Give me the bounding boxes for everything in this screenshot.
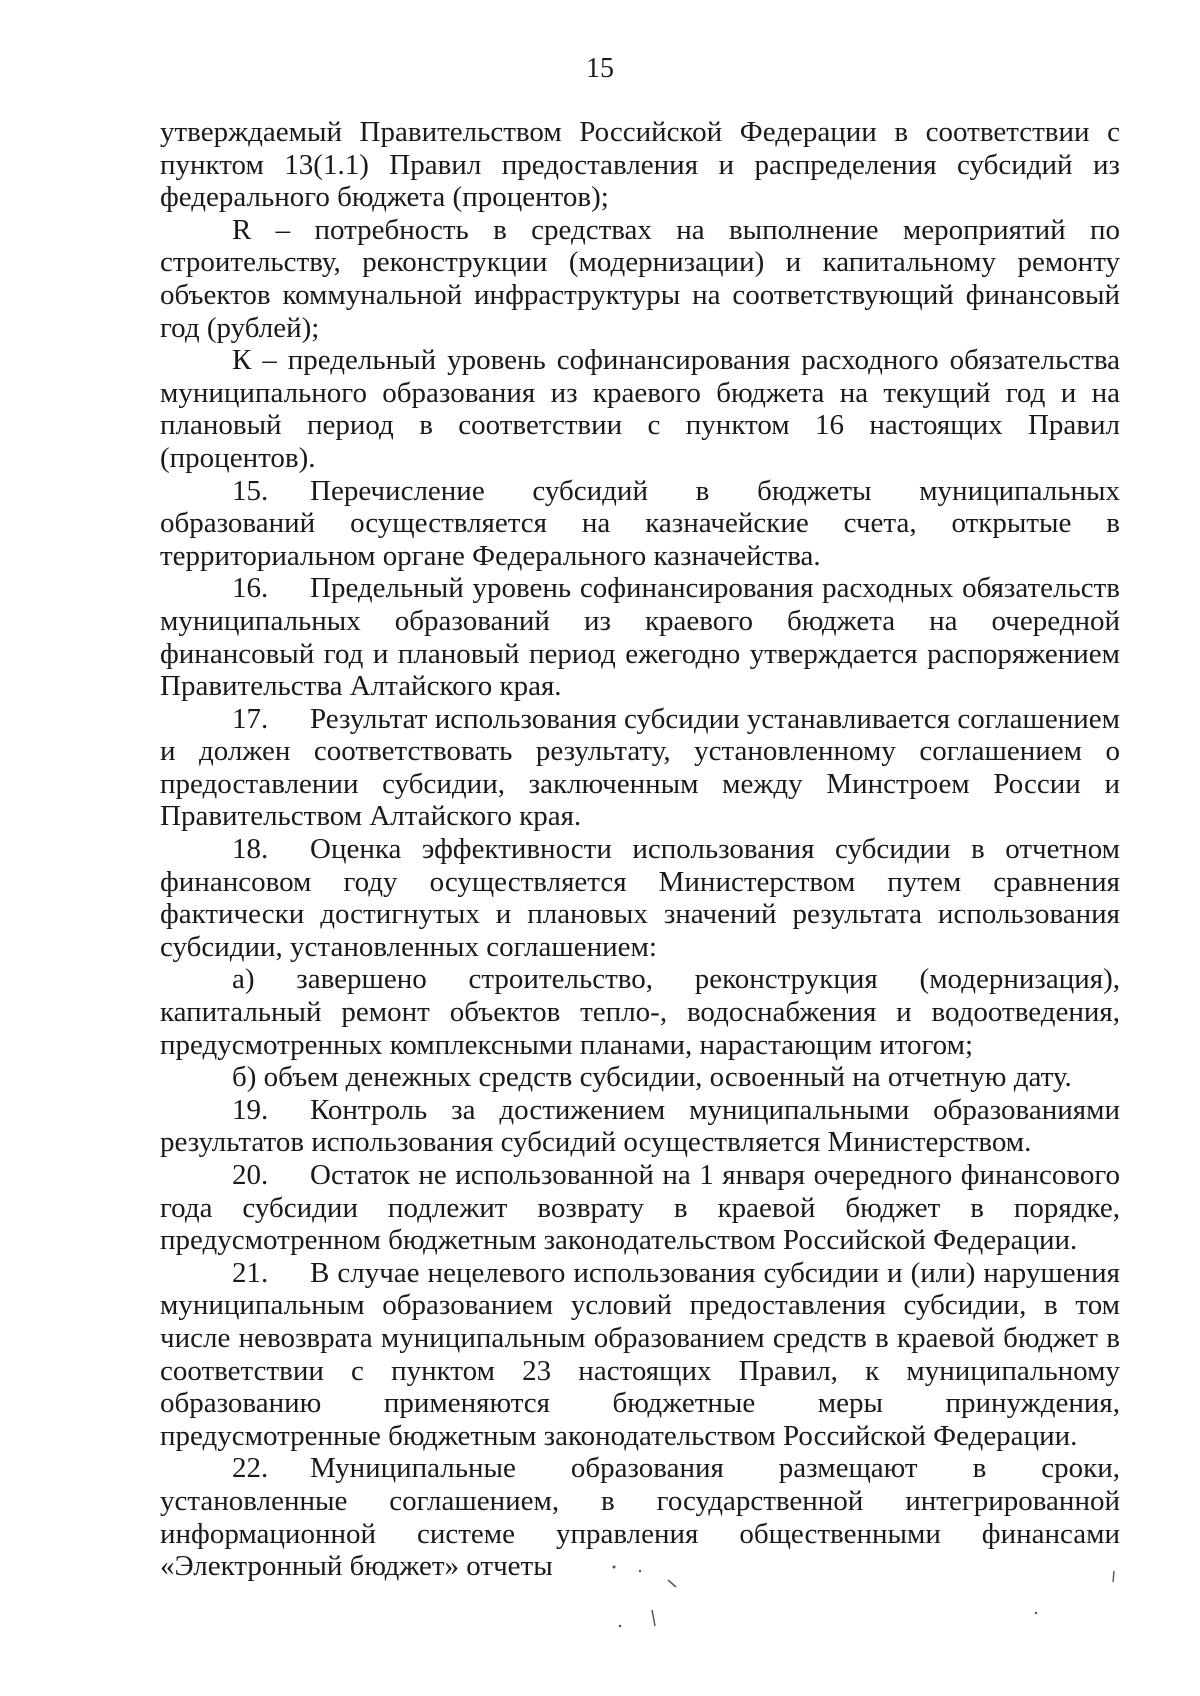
- paragraph-text: Муниципальные образования размещают в сроки, установленные соглашением, в государственной интегрированной информационной системе управления общественными финансами «Электронный бюджет» отчеты: [160, 1452, 1120, 1583]
- paragraph-number: 16.: [232, 572, 269, 605]
- paragraph-number: 19.: [232, 1093, 269, 1126]
- paragraph-text: Результат использования субсидии устанавливается соглашением и должен соответствовать результату, установленному соглашением о предоставлении субсидии, заключенным между Минстроем России и Правительством Алтайского края.: [160, 702, 1120, 833]
- paragraph-item-17: [160, 703, 1120, 833]
- paragraph-text: В случае нецелевого использования субсидии и (или) нарушения муниципальным образованием условий предоставления субсидии, в том числе невозврата муниципальным образованием средств в краевой бюджет в соответствии с пунктом 23 настоящих Правил, к муниципальному образованию применяются бюджетные меры принуждения, предусмотренные бюджетным законодательством Российской Федерации.: [160, 1256, 1120, 1452]
- paragraph-number: 21.: [232, 1256, 269, 1289]
- paragraph-item-20: [160, 1159, 1120, 1257]
- scan-speck: [1035, 1612, 1037, 1614]
- paragraph-text: Оценка эффективности использования субсидии в отчетном финансовом году осуществляется Министерством путем сравнения фактически достигнутых и плановых значений результата использования субсидии, установленных соглашением:: [160, 833, 1120, 963]
- paragraph-text: К – предельный уровень софинансирования расходного обязательства муниципального образования из краевого бюджета на текущий год и на плановый период в соответствии с пунктом 16 настоящих Правил (процентов).: [160, 344, 1120, 474]
- document-body: [160, 116, 1120, 1583]
- paragraph-continuation: [160, 116, 1120, 214]
- paragraph-text: б) объем денежных средств субсидии, освоенный на отчетную дату.: [232, 1061, 1072, 1094]
- page-number: 15: [586, 53, 614, 84]
- paragraph-text: Перечисление субсидий в бюджеты муниципальных образований осуществляется на казначейские счета, открытые в территориальном органе Федерального казначейства.: [160, 474, 1120, 572]
- paragraph-number: 18.: [232, 833, 269, 866]
- paragraph-text: R – потребность в средствах на выполнение мероприятий по строительству, реконструкции (модернизации) и капитальному ремонту объектов коммунальной инфраструктуры на соответствующий финансовый год (рублей);: [160, 213, 1120, 344]
- paragraph-number: 15.: [232, 474, 269, 507]
- paragraph-text: Предельный уровень софинансирования расходных обязательств муниципальных образований из краевого бюджета на очередной финансовый год и плановый период ежегодно утверждается распоряжением Правительства Алтайского края.: [160, 572, 1120, 703]
- paragraph-item-15: [160, 475, 1120, 573]
- paragraph-item-22: [160, 1452, 1120, 1582]
- paragraph-definition-r: [160, 214, 1120, 344]
- paragraph-subitem-b: [160, 1061, 1120, 1094]
- paragraph-item-21: [160, 1257, 1120, 1453]
- paragraph-definition-k: [160, 344, 1120, 474]
- paragraph-number: 20.: [232, 1159, 269, 1191]
- paragraph-item-18: [160, 833, 1120, 963]
- scan-speck: [619, 1625, 622, 1628]
- paragraph-text: а) завершено строительство, реконструкция (модернизация), капитальный ремонт объектов тепло-, водоснабжения и водоотведения, предусмотренных комплексными планами, нарастающим итогом;: [160, 963, 1120, 1061]
- paragraph-text: Контроль за достижением муниципальными образованиями результатов использования субсидий осуществляется Министерством.: [160, 1093, 1120, 1159]
- paragraph-item-19: [160, 1094, 1120, 1159]
- paragraph-number: 22.: [232, 1452, 269, 1485]
- scan-speck: [652, 1610, 655, 1626]
- paragraph-subitem-a: [160, 963, 1120, 1061]
- paragraph-number: 17.: [232, 702, 269, 735]
- paragraph-text: Остаток не использованной на 1 января очередного финансового года субсидии подлежит возврату в краевой бюджет в порядке, предусмотренном бюджетным законодательством Российской Федерации.: [160, 1159, 1120, 1257]
- paragraph-item-16: [160, 572, 1120, 702]
- paragraph-text: утверждаемый Правительством Российской Федерации в соответствии с пунктом 13(1.1) Правил предоставления и распределения субсидий из федерального бюджета (процентов);: [160, 116, 1120, 214]
